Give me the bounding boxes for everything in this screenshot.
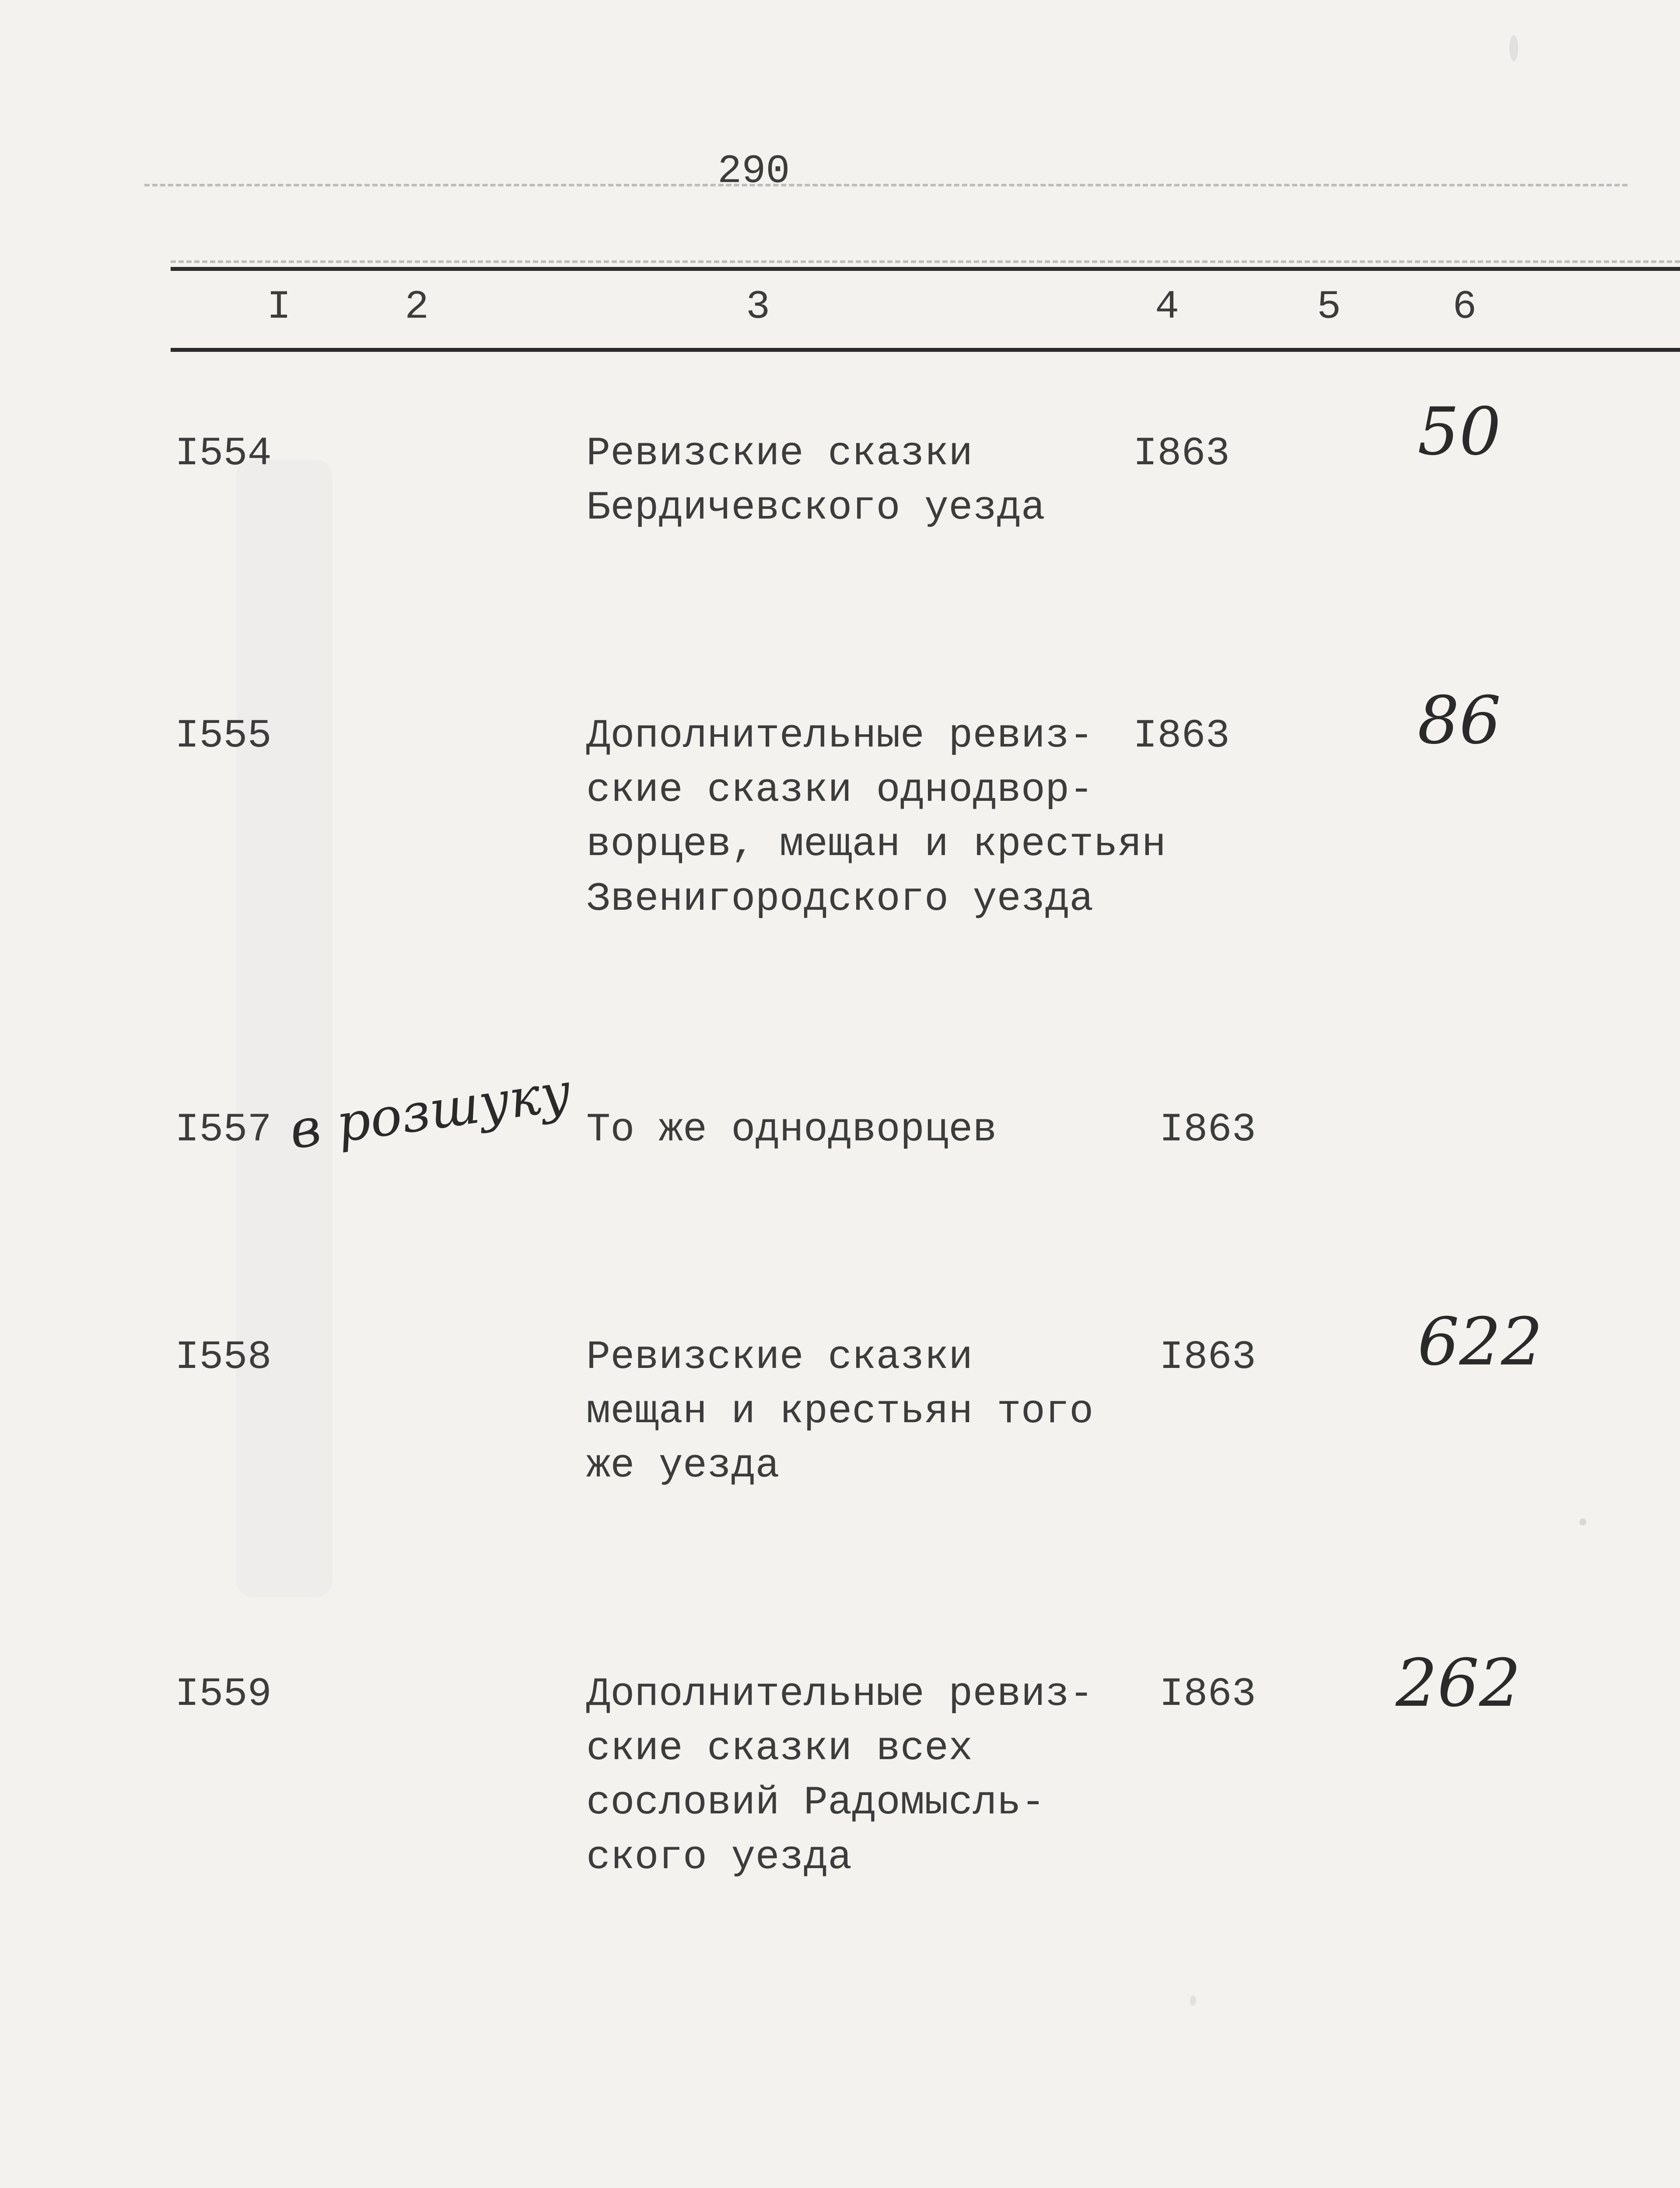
column-header-5: 5: [1317, 284, 1341, 330]
handwritten-page-count: 86: [1418, 683, 1501, 759]
header-bottom-rule: [171, 348, 1680, 352]
entry-description: Ревизские сказки мещан и крестьян того же уезда: [586, 1334, 1094, 1489]
column-header-4: 4: [1155, 284, 1180, 330]
entry-description: Ревизские сказки Бердичевского уезда: [586, 431, 1045, 531]
entry-year: I863: [1159, 1671, 1256, 1717]
column-header-2: 2: [405, 284, 429, 330]
header-top-rule: [171, 267, 1680, 271]
handwritten-note: в розшуку: [286, 1061, 575, 1161]
column-header-3: 3: [746, 284, 770, 330]
entry-year: I863: [1159, 1334, 1256, 1380]
entry-description: То же однодворцев: [586, 1107, 997, 1153]
entry-number: I559: [175, 1671, 272, 1717]
entry-description: Дополнительные ревиз- ские сказки всех сословий Радомысль- ского уезда: [586, 1671, 1094, 1880]
entry-description: Дополнительные ревиз- ские сказки однодвор- ворцев, мещан и крестьян Звенигородского уезда: [586, 713, 1166, 922]
entry-number: I554: [175, 431, 272, 477]
page-number: 290: [718, 148, 790, 194]
handwritten-page-count: 622: [1418, 1304, 1543, 1380]
entry-year: I863: [1133, 431, 1230, 477]
entry-year: I863: [1133, 713, 1230, 759]
header-dotted-line: [171, 260, 1680, 263]
entry-year: I863: [1159, 1107, 1256, 1153]
column-header-1: I: [267, 284, 291, 330]
entry-number: I555: [175, 713, 272, 759]
handwritten-page-count: 262: [1396, 1645, 1521, 1722]
top-dotted-line: [144, 184, 1628, 186]
handwritten-page-count: 50: [1418, 394, 1501, 470]
entry-number: I558: [175, 1334, 272, 1380]
entry-number: I557: [175, 1107, 272, 1153]
column-header-6: 6: [1452, 284, 1477, 330]
